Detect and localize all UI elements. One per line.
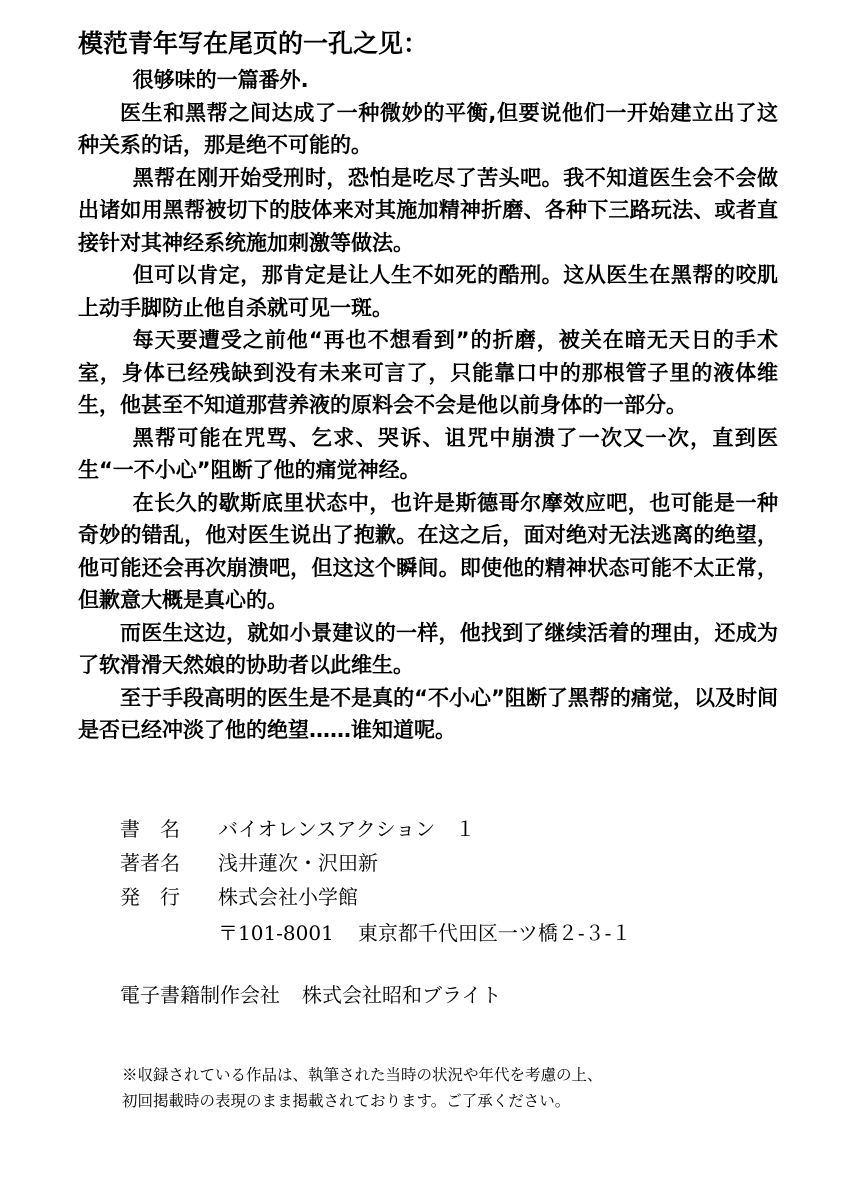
colophon-address-row — [120, 916, 800, 950]
colophon-author-label: 著者名 — [120, 851, 180, 875]
essay-title: 模范青年写在尾页的一孔之见： — [78, 29, 429, 58]
colophon-postal-code: 〒101‐8001 — [218, 921, 334, 945]
essay-paragraph-5: 每天要遭受之前他“再也不想看到”的折磨，被关在暗无天日的手术室，身体已经残缺到没有未来可言了，只能靠口中的那根管子里的液体维生，他甚至不知道那营养液的原料会不会是他以前身体的一部分。 — [78, 328, 778, 417]
colophon-production-label: 電子書籍制作会社 — [120, 983, 280, 1007]
essay-paragraph-3: 黑帮在刚开始受刑时，恐怕是吃尽了苦头吧。我不知道医生会不会做出诸如用黑帮被切下的肢体来对其施加精神折磨、各种下三路玩法、或者直接针对其神经系统施加刺激等做法。 — [78, 165, 778, 255]
essay-paragraph-7: 在长久的歇斯底里状态中，也许是斯德哥尔摩效应吧，也可能是一种奇妙的错乱，他对医生说出了抱歉。在这之后，面对绝对无法逃离的绝望，他可能还会再次崩溃吧，但这这个瞬间。即使他的精神状态可能不太正常，但歉意大概是真心的。 — [78, 490, 778, 612]
notice — [122, 1062, 762, 1114]
notice-line-2: 初回掲載時の表現のまま掲載されております。ご了承ください。 — [122, 1092, 571, 1110]
essay-paragraph-6: 黑帮可能在咒骂、乞求、哭诉、诅咒中崩溃了一次又一次，直到医生“一不小心”阻断了他的痛觉神经。 — [78, 425, 778, 482]
notice-line-1: ※収録されている作品は、執筆された当時の状況や年代を考慮の上、 — [122, 1066, 603, 1084]
colophon-address: 東京都千代田区一ツ橋２‐３‐１ — [357, 921, 632, 945]
essay-paragraph-8: 而医生这边，就如小景建议的一样，他找到了继续活着的理由，还成为了软滑滑天然娘的协助者以此维生。 — [78, 620, 778, 677]
essay-paragraph-4: 但可以肯定，那肯定是让人生不如死的酷刑。这从医生在黑帮的咬肌上动手脚防止他自杀就可见一斑。 — [78, 263, 778, 320]
colophon-title-row — [120, 812, 800, 846]
colophon-title-label: 書 名 — [120, 817, 180, 841]
afterword-essay — [78, 26, 778, 747]
colophon-title-value: バイオレンスアクション １ — [218, 817, 476, 841]
colophon-publisher-row — [120, 880, 800, 914]
colophon-publisher-label: 発 行 — [120, 885, 180, 909]
colophon — [120, 812, 800, 1012]
colophon-author-row — [120, 846, 800, 880]
essay-paragraph-2: 医生和黑帮之间达成了一种微妙的平衡,但要说他们一开始建立出了这种关系的话，那是绝不可能的。 — [78, 100, 778, 157]
colophon-production-row — [120, 978, 800, 1012]
colophon-publisher-value: 株式会社小学館 — [218, 885, 358, 909]
essay-paragraph-9: 至于手段高明的医生是不是真的“不小心”阻断了黑帮的痛觉，以及时间是否已经冲淡了他的绝望……谁知道呢。 — [78, 685, 778, 742]
colophon-production-value: 株式会社昭和ブライト — [302, 983, 502, 1007]
colophon-author-value: 浅井蓮次・沢田新 — [218, 851, 378, 875]
essay-paragraph-1: 很够味的一篇番外. — [132, 68, 309, 92]
